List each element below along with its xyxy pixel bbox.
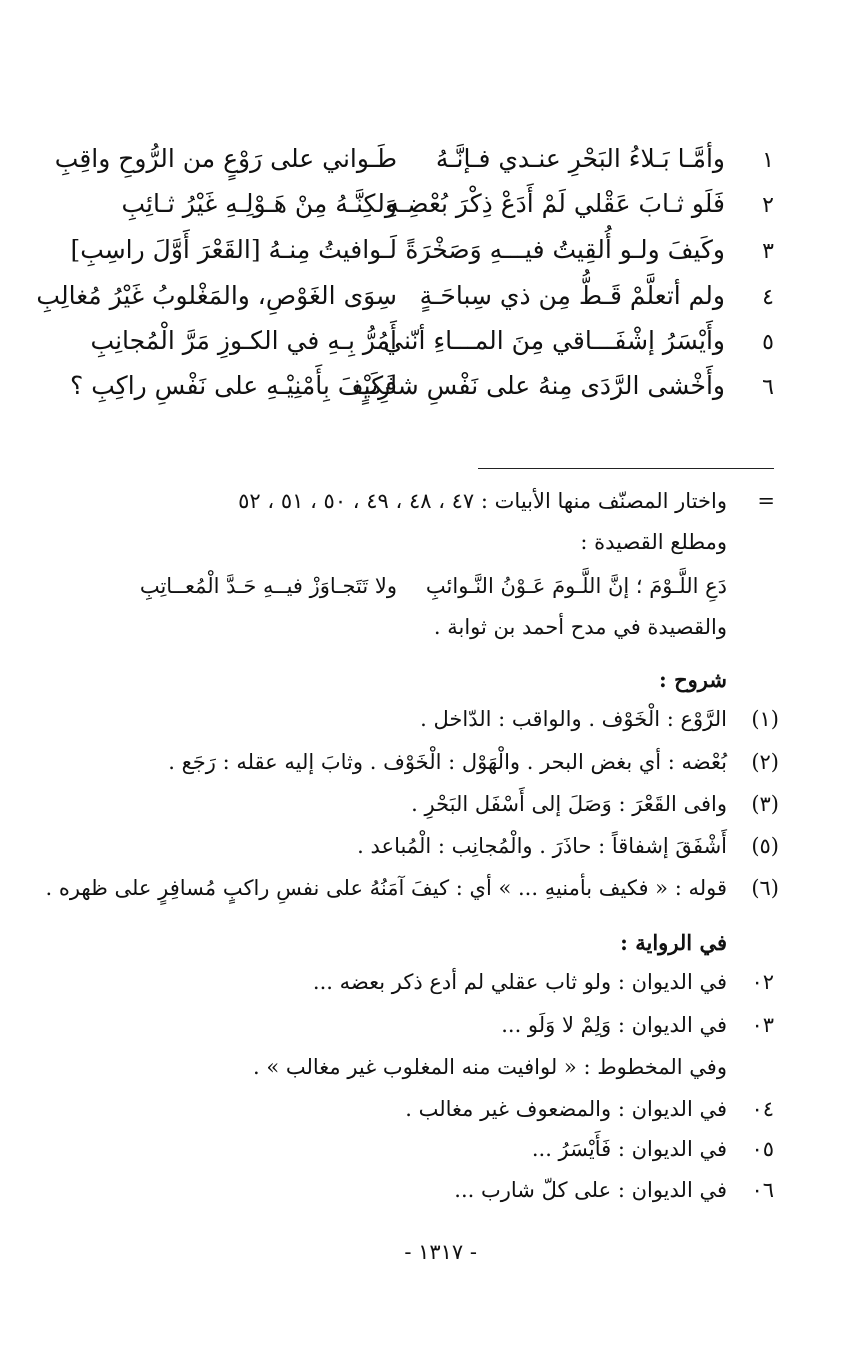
verse-number: ٢: [762, 193, 774, 218]
verse-first-hemistich: وأَخْشى الرَّدَى مِنهُ على نَفْسِ شارِبٍ: [354, 371, 725, 400]
verse-number: ١: [762, 148, 774, 173]
verse-first-hemistich: ولم أتعلَّمْ قَـطُّ مِن ذي سِباحَـةٍ: [419, 281, 725, 310]
explanation-text: بُعْضه : أي بغض البحر . والْهَوْل : الْخَوْف . وثابَ إليه عقله : رَجَع .: [168, 750, 727, 774]
opening-second-hemistich: ولا تَتَجـاوَزْ فيــهِ حَـدَّ الْمُعــاتِبِ: [139, 574, 397, 598]
verse-first-hemistich: وكَيفَ ولـو أُلقِيتُ فيـــهِ وَصَخْرَةً: [405, 235, 725, 264]
opening-first-hemistich: دَعِ اللَّـوْمَ ؛ إنَّ اللَّـومَ عَـوْنُ النَّـوائبِ: [425, 574, 727, 598]
variant-number: ٠٢: [751, 970, 774, 994]
page-number: - ١٣١٧ -: [404, 1240, 477, 1264]
verse-first-hemistich: وأمَّـا بَـلاءُ البَحْرِ عنـدي فـإنَّـهُ: [435, 144, 725, 173]
verse-second-hemistich: فَكَيْفَ بِأَمْنِيْـهِ على نَفْسِ راكِبِ ؟: [70, 371, 397, 400]
occasion-note: والقصيدة في مدح أحمد بن ثوابة .: [433, 615, 727, 639]
variant-text: في الديوان : والمضعوف غير مغالب .: [405, 1097, 727, 1121]
explanation-text: قوله : « فكيف بأمنيهِ ... » أي : كيفَ آمَنُهُ على نفسِ راكبٍ مُسافِرٍ على ظهره .: [45, 876, 727, 900]
explanation-text: الرَّوْع : الْخَوْف . والواقب : الدّاخل .: [420, 707, 727, 731]
verse-number: ٦: [762, 375, 774, 400]
variant-number: ٠٦: [751, 1178, 774, 1202]
explanation-text: أَشْفَقَ إشفاقاً : حاذَرَ . والْمُجانِب : الْمُباعد .: [357, 834, 727, 858]
verse-first-hemistich: فَلَو ثـابَ عَقْلي لَمْ أَدَعْ ذِكْرَ بُعْضِـهِ: [386, 189, 725, 218]
verse-second-hemistich: أَمُرُّ بِـهِ في الكـوزِ مَرَّ الْمُجانِبِ: [90, 326, 397, 355]
variant-text: في الديوان : فَأَيْسَرُ ...: [531, 1137, 727, 1161]
explanation-number: (١): [751, 707, 779, 731]
explanation-text: وافى القَعْرَ : وَصَلَ إلى أَسْفَل البَحْرِ .: [411, 792, 727, 816]
verse-number: ٤: [762, 285, 774, 310]
variant-number: ٠٥: [751, 1137, 774, 1161]
variant-number: ٠٣: [751, 1013, 774, 1037]
verse-second-hemistich: طَـواني على رَوْعٍ من الرُّوحِ واقِبِ: [54, 144, 397, 173]
footnote-separator: [478, 468, 774, 469]
variant-text: في الديوان : ولو ثاب عقلي لم أدع ذكر بعضه ...: [312, 970, 727, 994]
explanation-number: (٦): [751, 876, 779, 900]
verse-second-hemistich: وَلكِنَّـهُ مِنْ هَـوْلِـهِ غَيْرُ ثـائِبِ: [121, 189, 397, 218]
variant-text: في الديوان : وَلِمْ لا وَلَو ...: [501, 1013, 727, 1037]
verse-second-hemistich: لَـوافيتُ مِنـهُ [القَعْرَ أَوَّلَ راسِبِ]: [70, 235, 397, 264]
explanations-heading: شروح :: [659, 667, 727, 692]
explanation-number: (٣): [751, 792, 779, 816]
continuation-marker: =: [757, 489, 775, 513]
variant-text: في الديوان : على كلّ شارب ...: [454, 1178, 727, 1202]
chosen-verses-note: واختار المصنّف منها الأبيات : ٤٧ ، ٤٨ ، ٤٩ ، ٥٠ ، ٥١ ، ٥٢: [238, 489, 727, 513]
explanation-number: (٥): [751, 834, 779, 858]
verse-second-hemistich: سِوَى الغَوْصِ، والمَغْلوبُ غَيْرُ مُغالِبِ: [36, 281, 397, 310]
explanation-number: (٢): [751, 750, 779, 774]
verse-number: ٥: [762, 330, 774, 355]
verse-first-hemistich: وأَيْسَرُ إشْفَـــاقي مِنَ المـــاءِ أنّني: [383, 326, 725, 355]
variant-text: وفي المخطوط : « لوافيت منه المغلوب غير مغالب » .: [252, 1055, 727, 1079]
verse-number: ٣: [762, 239, 774, 264]
opening-label: ومطلع القصيدة :: [580, 530, 727, 554]
variants-heading: في الرواية :: [620, 930, 727, 955]
variant-number: ٠٤: [751, 1097, 774, 1121]
